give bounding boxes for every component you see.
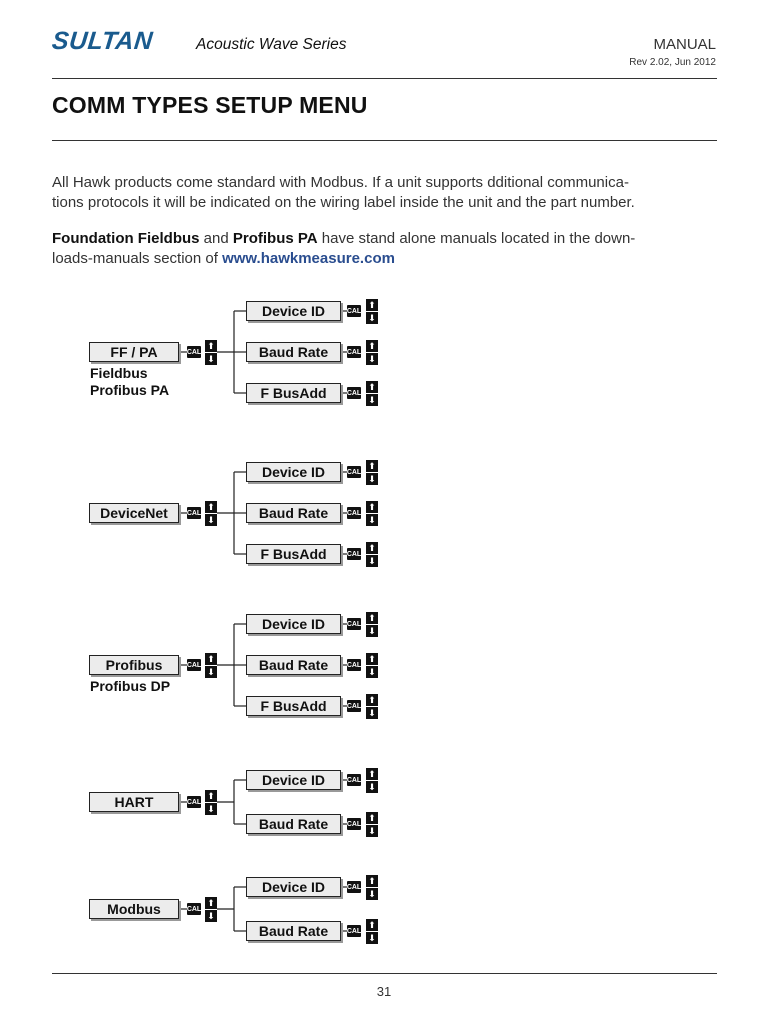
comm-type-box: HART (89, 792, 179, 812)
para2-text-2: have stand alone manuals located in the down- (317, 230, 636, 247)
foundation-fieldbus-bold: Foundation Fieldbus (52, 230, 200, 247)
cal-icon: CAL (347, 659, 361, 671)
up-down-arrows-icon (366, 875, 378, 901)
cal-icon: CAL (187, 659, 201, 671)
up-down-arrows-icon (205, 653, 217, 679)
up-down-arrows-icon (366, 694, 378, 720)
arrow-up-icon: ⬆ (366, 694, 378, 706)
arrow-up-icon: ⬆ (205, 790, 217, 802)
cal-icon: CAL (187, 796, 201, 808)
arrow-down-icon: ⬇ (366, 707, 378, 719)
up-down-arrows-icon (366, 612, 378, 638)
cal-icon: CAL (347, 881, 361, 893)
doc-type: MANUAL (653, 36, 716, 53)
arrow-up-icon: ⬆ (366, 299, 378, 311)
up-down-arrows-icon (366, 460, 378, 486)
cal-icon: CAL (347, 507, 361, 519)
arrow-up-icon: ⬆ (205, 501, 217, 513)
setting-box: F BusAdd (246, 696, 341, 716)
cal-icon: CAL (187, 346, 201, 358)
up-down-arrows-icon (205, 897, 217, 923)
arrow-down-icon: ⬇ (366, 666, 378, 678)
arrow-up-icon: ⬆ (366, 612, 378, 624)
up-down-arrows-icon (366, 768, 378, 794)
comm-type-sublabel: Profibus PA (90, 382, 170, 398)
arrow-up-icon: ⬆ (366, 875, 378, 887)
arrow-up-icon: ⬆ (366, 501, 378, 513)
arrow-up-icon: ⬆ (366, 919, 378, 931)
page-number: 31 (376, 984, 392, 999)
revision: Rev 2.02, Jun 2012 (629, 57, 716, 68)
arrow-down-icon: ⬇ (366, 473, 378, 485)
footer-rule (52, 973, 717, 974)
setting-box: Baud Rate (246, 814, 341, 834)
arrow-up-icon: ⬆ (366, 768, 378, 780)
cal-icon: CAL (347, 618, 361, 630)
arrow-up-icon: ⬆ (205, 897, 217, 909)
up-down-arrows-icon (366, 299, 378, 325)
comm-type-box: FF / PA (89, 342, 179, 362)
cal-icon: CAL (187, 507, 201, 519)
setting-box: Device ID (246, 462, 341, 482)
cal-icon: CAL (187, 903, 201, 915)
comm-type-box: Profibus (89, 655, 179, 675)
up-down-arrows-icon (366, 340, 378, 366)
brand-logo: SULTAN (50, 27, 155, 55)
arrow-down-icon: ⬇ (366, 514, 378, 526)
up-down-arrows-icon (366, 501, 378, 527)
up-down-arrows-icon (366, 919, 378, 945)
arrow-down-icon: ⬇ (366, 625, 378, 637)
series-title: Acoustic Wave Series (196, 36, 347, 53)
arrow-up-icon: ⬆ (366, 381, 378, 393)
arrow-down-icon: ⬇ (205, 666, 217, 678)
setting-box: Device ID (246, 770, 341, 790)
arrow-down-icon: ⬇ (366, 394, 378, 406)
setting-box: Baud Rate (246, 655, 341, 675)
intro-line-1: All Hawk products come standard with Modbus. If a unit supports dditional communica- (52, 174, 629, 191)
arrow-down-icon: ⬇ (366, 555, 378, 567)
up-down-arrows-icon (366, 812, 378, 838)
page-title: COMM TYPES SETUP MENU (52, 92, 368, 118)
arrow-down-icon: ⬇ (366, 932, 378, 944)
cal-icon: CAL (347, 387, 361, 399)
cal-icon: CAL (347, 774, 361, 786)
setting-box: Baud Rate (246, 342, 341, 362)
up-down-arrows-icon (205, 790, 217, 816)
setting-box: Baud Rate (246, 921, 341, 941)
comm-type-box: DeviceNet (89, 503, 179, 523)
arrow-up-icon: ⬆ (366, 460, 378, 472)
arrow-up-icon: ⬆ (205, 340, 217, 352)
arrow-up-icon: ⬆ (366, 653, 378, 665)
up-down-arrows-icon (366, 542, 378, 568)
cal-icon: CAL (347, 818, 361, 830)
up-down-arrows-icon (205, 340, 217, 366)
arrow-down-icon: ⬇ (205, 353, 217, 365)
setting-box: F BusAdd (246, 544, 341, 564)
arrow-down-icon: ⬇ (205, 803, 217, 815)
arrow-down-icon: ⬇ (205, 514, 217, 526)
comm-type-box: Modbus (89, 899, 179, 919)
up-down-arrows-icon (366, 653, 378, 679)
arrow-down-icon: ⬇ (205, 910, 217, 922)
cal-icon: CAL (347, 925, 361, 937)
comm-type-sublabel: Fieldbus (90, 365, 148, 381)
setting-box: Baud Rate (246, 503, 341, 523)
arrow-down-icon: ⬇ (366, 888, 378, 900)
cal-icon: CAL (347, 548, 361, 560)
para2-text-1: and (199, 230, 233, 247)
setting-box: Device ID (246, 614, 341, 634)
website-link[interactable]: www.hawkmeasure.com (222, 249, 395, 267)
up-down-arrows-icon (366, 381, 378, 407)
cal-icon: CAL (347, 346, 361, 358)
arrow-up-icon: ⬆ (366, 542, 378, 554)
cal-icon: CAL (347, 700, 361, 712)
setting-box: Device ID (246, 877, 341, 897)
arrow-up-icon: ⬆ (366, 340, 378, 352)
arrow-down-icon: ⬇ (366, 312, 378, 324)
cal-icon: CAL (347, 305, 361, 317)
profibus-pa-bold: Profibus PA (232, 230, 318, 247)
para2-text-3: loads-manuals section of (52, 249, 223, 267)
comm-type-sublabel: Profibus DP (90, 678, 171, 694)
up-down-arrows-icon (205, 501, 217, 527)
intro-line-2: tions protocols it will be indicated on the wiring label inside the unit and the part number. (52, 193, 635, 211)
arrow-down-icon: ⬇ (366, 353, 378, 365)
cal-icon: CAL (347, 466, 361, 478)
setting-box: F BusAdd (246, 383, 341, 403)
setting-box: Device ID (246, 301, 341, 321)
arrow-up-icon: ⬆ (366, 812, 378, 824)
arrow-up-icon: ⬆ (205, 653, 217, 665)
arrow-down-icon: ⬇ (366, 825, 378, 837)
arrow-down-icon: ⬇ (366, 781, 378, 793)
